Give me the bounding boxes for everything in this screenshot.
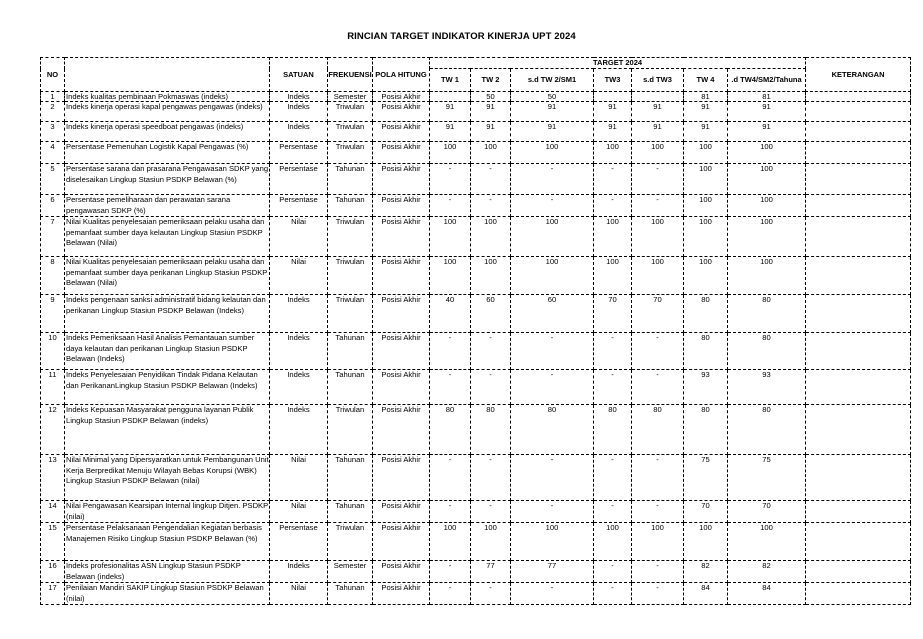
target-sd-tw4-cell: 93: [728, 370, 806, 405]
target-sd-tw2-cell: 60: [511, 295, 594, 333]
target-tw1-cell: -: [430, 583, 471, 605]
target-sd-tw2-cell: 77: [511, 561, 594, 583]
keterangan-cell: [806, 333, 911, 370]
target-tw4-cell: 91: [684, 122, 728, 142]
target-sd-tw2-cell: 50: [511, 92, 594, 102]
target-sd-tw4-cell: 70: [728, 501, 806, 523]
table-row: [41, 295, 911, 333]
row-number: 3: [41, 122, 65, 142]
target-sd-tw3-cell: 100: [632, 217, 684, 257]
row-number: 17: [41, 583, 65, 605]
target-tw2-cell: 77: [471, 561, 511, 583]
target-sd-tw2-cell: 100: [511, 217, 594, 257]
target-tw1-cell: 80: [430, 405, 471, 455]
target-tw1-cell: 91: [430, 102, 471, 122]
target-tw1-cell: 100: [430, 142, 471, 164]
target-tw3-cell: [594, 92, 632, 102]
frekuensi-cell: Tahunan: [328, 370, 373, 405]
header-keterangan: KETERANGAN: [806, 58, 911, 92]
target-tw3-cell: -: [594, 455, 632, 501]
table-body: [41, 92, 911, 605]
target-tw2-cell: -: [471, 195, 511, 217]
keterangan-cell: [806, 370, 911, 405]
indicator-name: Nilai Kualitas penyelesaian pemeriksaan pelaku usaha dan pemanfaat sumber daya perikanan Lingkup Stasiun PSDKP Belawan (Nilai): [65, 257, 270, 295]
target-tw1-cell: -: [430, 501, 471, 523]
target-tw4-cell: 91: [684, 102, 728, 122]
keterangan-cell: [806, 217, 911, 257]
header-tw2: TW 2: [471, 69, 511, 92]
target-sd-tw2-cell: 80: [511, 405, 594, 455]
target-sd-tw2-cell: 91: [511, 102, 594, 122]
pola-hitung-cell: Posisi Akhir: [373, 333, 430, 370]
table-row: [41, 455, 911, 501]
target-sd-tw2-cell: -: [511, 164, 594, 195]
target-tw3-cell: 100: [594, 523, 632, 561]
target-tw2-cell: 91: [471, 102, 511, 122]
target-tw2-cell: -: [471, 455, 511, 501]
pola-hitung-cell: Posisi Akhir: [373, 217, 430, 257]
target-sd-tw3-cell: -: [632, 195, 684, 217]
target-tw3-cell: -: [594, 195, 632, 217]
target-sd-tw4-cell: 80: [728, 405, 806, 455]
target-tw2-cell: -: [471, 164, 511, 195]
target-sd-tw4-cell: 91: [728, 122, 806, 142]
target-sd-tw3-cell: 70: [632, 295, 684, 333]
target-sd-tw2-cell: 91: [511, 122, 594, 142]
satuan-cell: Nilai: [270, 583, 328, 605]
table-row: [41, 217, 911, 257]
target-tw1-cell: -: [430, 561, 471, 583]
pola-hitung-cell: Posisi Akhir: [373, 164, 430, 195]
target-tw3-cell: -: [594, 333, 632, 370]
indicator-name: Indeks kinerja operasi speedboat pengawas (indeks): [65, 122, 270, 142]
keterangan-cell: [806, 102, 911, 122]
row-number: 14: [41, 501, 65, 523]
satuan-cell: Nilai: [270, 217, 328, 257]
table-row: [41, 122, 911, 142]
target-sd-tw4-cell: 80: [728, 295, 806, 333]
pola-hitung-cell: Posisi Akhir: [373, 405, 430, 455]
target-sd-tw3-cell: 80: [632, 405, 684, 455]
target-sd-tw2-cell: -: [511, 195, 594, 217]
satuan-cell: Persentase: [270, 142, 328, 164]
indicator-name: Persentase Pelaksanaan Pengendalian Kegiatan berbasis Manajemen Risiko Lingkup Stasiun PSDKP Belawan (%): [65, 523, 270, 561]
row-number: 2: [41, 102, 65, 122]
pola-hitung-cell: Posisi Akhir: [373, 122, 430, 142]
header-frekuensi: FREKUENSI: [328, 58, 373, 92]
target-sd-tw2-cell: 100: [511, 257, 594, 295]
frekuensi-cell: Tahunan: [328, 455, 373, 501]
keterangan-cell: [806, 92, 911, 102]
target-tw2-cell: 100: [471, 142, 511, 164]
table-row: [41, 142, 911, 164]
target-sd-tw3-cell: -: [632, 164, 684, 195]
target-tw4-cell: 100: [684, 142, 728, 164]
target-sd-tw3-cell: -: [632, 333, 684, 370]
target-tw1-cell: 40: [430, 295, 471, 333]
header-tw4: TW 4: [684, 69, 728, 92]
target-sd-tw4-cell: 80: [728, 333, 806, 370]
table-row: [41, 92, 911, 102]
header-tw1: TW 1: [430, 69, 471, 92]
header-tw3: TW3: [594, 69, 632, 92]
satuan-cell: Indeks: [270, 92, 328, 102]
pola-hitung-cell: Posisi Akhir: [373, 523, 430, 561]
row-number: 10: [41, 333, 65, 370]
target-tw1-cell: 100: [430, 523, 471, 561]
target-tw1-cell: 100: [430, 257, 471, 295]
indicator-name: Indeks pengenaan sanksi administratif bidang kelautan dan perikanan Lingkup Stasiun PSDKP Belawan (Indeks): [65, 295, 270, 333]
target-sd-tw2-cell: 100: [511, 142, 594, 164]
target-tw3-cell: -: [594, 583, 632, 605]
target-tw3-cell: 100: [594, 217, 632, 257]
target-tw4-cell: 100: [684, 217, 728, 257]
target-sd-tw2-cell: -: [511, 370, 594, 405]
frekuensi-cell: Triwulan: [328, 523, 373, 561]
satuan-cell: Persentase: [270, 164, 328, 195]
keterangan-cell: [806, 122, 911, 142]
target-sd-tw3-cell: 100: [632, 142, 684, 164]
frekuensi-cell: Triwulan: [328, 257, 373, 295]
target-table: [40, 57, 911, 605]
pola-hitung-cell: Posisi Akhir: [373, 257, 430, 295]
header-indikator: [65, 58, 270, 92]
frekuensi-cell: Tahunan: [328, 583, 373, 605]
indicator-name: Persentase Pemenuhan Logistik Kapal Pengawas (%): [65, 142, 270, 164]
frekuensi-cell: Semester: [328, 561, 373, 583]
satuan-cell: Indeks: [270, 295, 328, 333]
target-tw4-cell: 100: [684, 195, 728, 217]
target-tw4-cell: 80: [684, 295, 728, 333]
target-sd-tw2-cell: -: [511, 455, 594, 501]
indicator-name: Indeks Pemeriksaan Hasil Analisis Pemantauan sumber daya kelautan dan perikanan Lingkup Stasiun PSDKP Belawan (Indeks): [65, 333, 270, 370]
target-tw4-cell: 84: [684, 583, 728, 605]
satuan-cell: Indeks: [270, 405, 328, 455]
header-sd-tw2: s.d TW 2/SM1: [511, 69, 594, 92]
header-target-group: TARGET 2024: [430, 58, 806, 69]
target-tw3-cell: 80: [594, 405, 632, 455]
satuan-cell: Indeks: [270, 102, 328, 122]
table-row: [41, 257, 911, 295]
table-row: [41, 102, 911, 122]
frekuensi-cell: Semester: [328, 92, 373, 102]
header-sd-tw4: .d TW4/SM2/Tahuna: [728, 69, 806, 92]
target-tw3-cell: 91: [594, 122, 632, 142]
pola-hitung-cell: Posisi Akhir: [373, 92, 430, 102]
frekuensi-cell: Triwulan: [328, 405, 373, 455]
target-sd-tw4-cell: 100: [728, 523, 806, 561]
target-sd-tw2-cell: -: [511, 583, 594, 605]
document-title: RINCIAN TARGET INDIKATOR KINERJA UPT 2024: [347, 31, 576, 42]
satuan-cell: Persentase: [270, 195, 328, 217]
keterangan-cell: [806, 195, 911, 217]
pola-hitung-cell: Posisi Akhir: [373, 455, 430, 501]
target-sd-tw3-cell: 91: [632, 122, 684, 142]
target-tw2-cell: -: [471, 501, 511, 523]
row-number: 5: [41, 164, 65, 195]
target-tw1-cell: -: [430, 164, 471, 195]
frekuensi-cell: Tahunan: [328, 195, 373, 217]
keterangan-cell: [806, 405, 911, 455]
target-tw4-cell: 75: [684, 455, 728, 501]
target-sd-tw2-cell: 100: [511, 523, 594, 561]
target-sd-tw4-cell: 91: [728, 102, 806, 122]
row-number: 9: [41, 295, 65, 333]
target-tw3-cell: -: [594, 370, 632, 405]
target-tw2-cell: 100: [471, 257, 511, 295]
target-tw4-cell: 80: [684, 405, 728, 455]
target-sd-tw3-cell: 91: [632, 102, 684, 122]
target-tw1-cell: 100: [430, 217, 471, 257]
target-tw2-cell: 100: [471, 523, 511, 561]
target-tw4-cell: 81: [684, 92, 728, 102]
pola-hitung-cell: Posisi Akhir: [373, 102, 430, 122]
target-sd-tw3-cell: -: [632, 561, 684, 583]
row-number: 12: [41, 405, 65, 455]
indicator-name: Indeks profesionalitas ASN Lingkup Stasiun PSDKP Belawan (indeks): [65, 561, 270, 583]
keterangan-cell: [806, 501, 911, 523]
target-tw3-cell: 91: [594, 102, 632, 122]
frekuensi-cell: Triwulan: [328, 122, 373, 142]
target-sd-tw3-cell: -: [632, 583, 684, 605]
target-sd-tw3-cell: -: [632, 501, 684, 523]
target-tw2-cell: 50: [471, 92, 511, 102]
table-row: [41, 405, 911, 455]
target-sd-tw4-cell: 100: [728, 142, 806, 164]
indicator-name: Nilai Minimal yang Dipersyaratkan untuk Pembangunan Unit Kerja Berpredikat Menuju Wilayah Bebas Korupsi (WBK) Lingkup Stasiun PSDKP Belawan (nilai): [65, 455, 270, 501]
target-tw3-cell: 70: [594, 295, 632, 333]
indicator-name: Indeks kinerja operasi kapal pengawas pengawas (indeks): [65, 102, 270, 122]
target-sd-tw4-cell: 100: [728, 257, 806, 295]
satuan-cell: Indeks: [270, 370, 328, 405]
pola-hitung-cell: Posisi Akhir: [373, 561, 430, 583]
target-tw4-cell: 80: [684, 333, 728, 370]
row-number: 11: [41, 370, 65, 405]
satuan-cell: Nilai: [270, 501, 328, 523]
target-sd-tw3-cell: 100: [632, 523, 684, 561]
target-sd-tw3-cell: -: [632, 370, 684, 405]
header-sd-tw3: s.d TW3: [632, 69, 684, 92]
header-pola-hitung: POLA HITUNG: [373, 58, 430, 92]
keterangan-cell: [806, 257, 911, 295]
frekuensi-cell: Triwulan: [328, 217, 373, 257]
keterangan-cell: [806, 583, 911, 605]
table-row: [41, 501, 911, 523]
target-tw1-cell: -: [430, 333, 471, 370]
table-row: [41, 333, 911, 370]
table-row: [41, 370, 911, 405]
indicator-name: Indeks Penyelesaian Penyidikan Tindak Pidana Kelautan dan PerikananLingkup Stasiun PSDKP Belawan (Indeks): [65, 370, 270, 405]
target-tw1-cell: [430, 92, 471, 102]
pola-hitung-cell: Posisi Akhir: [373, 295, 430, 333]
pola-hitung-cell: Posisi Akhir: [373, 370, 430, 405]
keterangan-cell: [806, 164, 911, 195]
row-number: 6: [41, 195, 65, 217]
satuan-cell: Indeks: [270, 333, 328, 370]
table-row: [41, 583, 911, 605]
target-tw1-cell: -: [430, 195, 471, 217]
target-tw3-cell: -: [594, 501, 632, 523]
indicator-name: Indeks Kepuasan Masyarakat pengguna layanan Publik Lingkup Stasiun PSDKP Belawan (indeks): [65, 405, 270, 455]
target-sd-tw4-cell: 100: [728, 164, 806, 195]
keterangan-cell: [806, 523, 911, 561]
target-sd-tw3-cell: [632, 92, 684, 102]
pola-hitung-cell: Posisi Akhir: [373, 195, 430, 217]
row-number: 1: [41, 92, 65, 102]
satuan-cell: Nilai: [270, 257, 328, 295]
frekuensi-cell: Triwulan: [328, 102, 373, 122]
target-tw2-cell: 91: [471, 122, 511, 142]
target-tw1-cell: 91: [430, 122, 471, 142]
target-tw4-cell: 100: [684, 257, 728, 295]
target-tw4-cell: 100: [684, 523, 728, 561]
frekuensi-cell: Triwulan: [328, 295, 373, 333]
target-tw3-cell: -: [594, 164, 632, 195]
keterangan-cell: [806, 142, 911, 164]
satuan-cell: Persentase: [270, 523, 328, 561]
target-sd-tw2-cell: -: [511, 333, 594, 370]
row-number: 8: [41, 257, 65, 295]
row-number: 7: [41, 217, 65, 257]
target-tw4-cell: 100: [684, 164, 728, 195]
pola-hitung-cell: Posisi Akhir: [373, 583, 430, 605]
header-no: NO: [41, 58, 65, 92]
keterangan-cell: [806, 561, 911, 583]
satuan-cell: Indeks: [270, 561, 328, 583]
indicator-name: Persentase pemeliharaan dan perawatan sarana pengawasan SDKP (%): [65, 195, 270, 217]
target-tw1-cell: -: [430, 455, 471, 501]
indicator-name: Penilaian Mandiri SAKIP Lingkup Stasiun PSDKP Belawan (nilai): [65, 583, 270, 605]
target-sd-tw3-cell: 100: [632, 257, 684, 295]
target-tw2-cell: 60: [471, 295, 511, 333]
target-tw2-cell: -: [471, 583, 511, 605]
row-number: 15: [41, 523, 65, 561]
target-tw1-cell: -: [430, 370, 471, 405]
table-row: [41, 195, 911, 217]
keterangan-cell: [806, 295, 911, 333]
target-sd-tw4-cell: 81: [728, 92, 806, 102]
table-row: [41, 561, 911, 583]
target-tw4-cell: 82: [684, 561, 728, 583]
satuan-cell: Indeks: [270, 122, 328, 142]
satuan-cell: Nilai: [270, 455, 328, 501]
row-number: 13: [41, 455, 65, 501]
indicator-name: Persentase sarana dan prasarana Pengawasan SDKP yang diselesaikan Lingkup Stasiun PSDKP Belawan (%): [65, 164, 270, 195]
target-sd-tw4-cell: 100: [728, 195, 806, 217]
indicator-name: Indeks kualitas pembinaan Pokmaswas (indeks): [65, 92, 270, 102]
frekuensi-cell: Tahunan: [328, 501, 373, 523]
target-tw2-cell: -: [471, 333, 511, 370]
row-number: 16: [41, 561, 65, 583]
row-number: 4: [41, 142, 65, 164]
table-row: [41, 523, 911, 561]
pola-hitung-cell: Posisi Akhir: [373, 501, 430, 523]
target-sd-tw4-cell: 100: [728, 217, 806, 257]
target-sd-tw4-cell: 84: [728, 583, 806, 605]
target-tw2-cell: -: [471, 370, 511, 405]
pola-hitung-cell: Posisi Akhir: [373, 142, 430, 164]
target-tw2-cell: 80: [471, 405, 511, 455]
target-tw4-cell: 70: [684, 501, 728, 523]
indicator-name: Nilai Pengawasan Kearsipan Internal lingkup Ditjen. PSDKP (nilai): [66, 501, 269, 521]
target-tw2-cell: 100: [471, 217, 511, 257]
keterangan-cell: [806, 455, 911, 501]
frekuensi-cell: Tahunan: [328, 333, 373, 370]
target-tw4-cell: 93: [684, 370, 728, 405]
indicator-name: Nilai Kualitas penyelesaian pemeriksaan pelaku usaha dan pemanfaat sumber daya kelautan Lingkup Stasiun PSDKP Belawan (Nilai): [65, 217, 270, 257]
header-satuan: SATUAN: [270, 58, 328, 92]
target-tw3-cell: 100: [594, 257, 632, 295]
target-sd-tw4-cell: 82: [728, 561, 806, 583]
frekuensi-cell: Tahunan: [328, 164, 373, 195]
target-tw3-cell: -: [594, 561, 632, 583]
target-sd-tw2-cell: -: [511, 501, 594, 523]
frekuensi-cell: Triwulan: [328, 142, 373, 164]
target-tw3-cell: 100: [594, 142, 632, 164]
target-sd-tw3-cell: -: [632, 455, 684, 501]
target-sd-tw4-cell: 75: [728, 455, 806, 501]
table-row: [41, 164, 911, 195]
